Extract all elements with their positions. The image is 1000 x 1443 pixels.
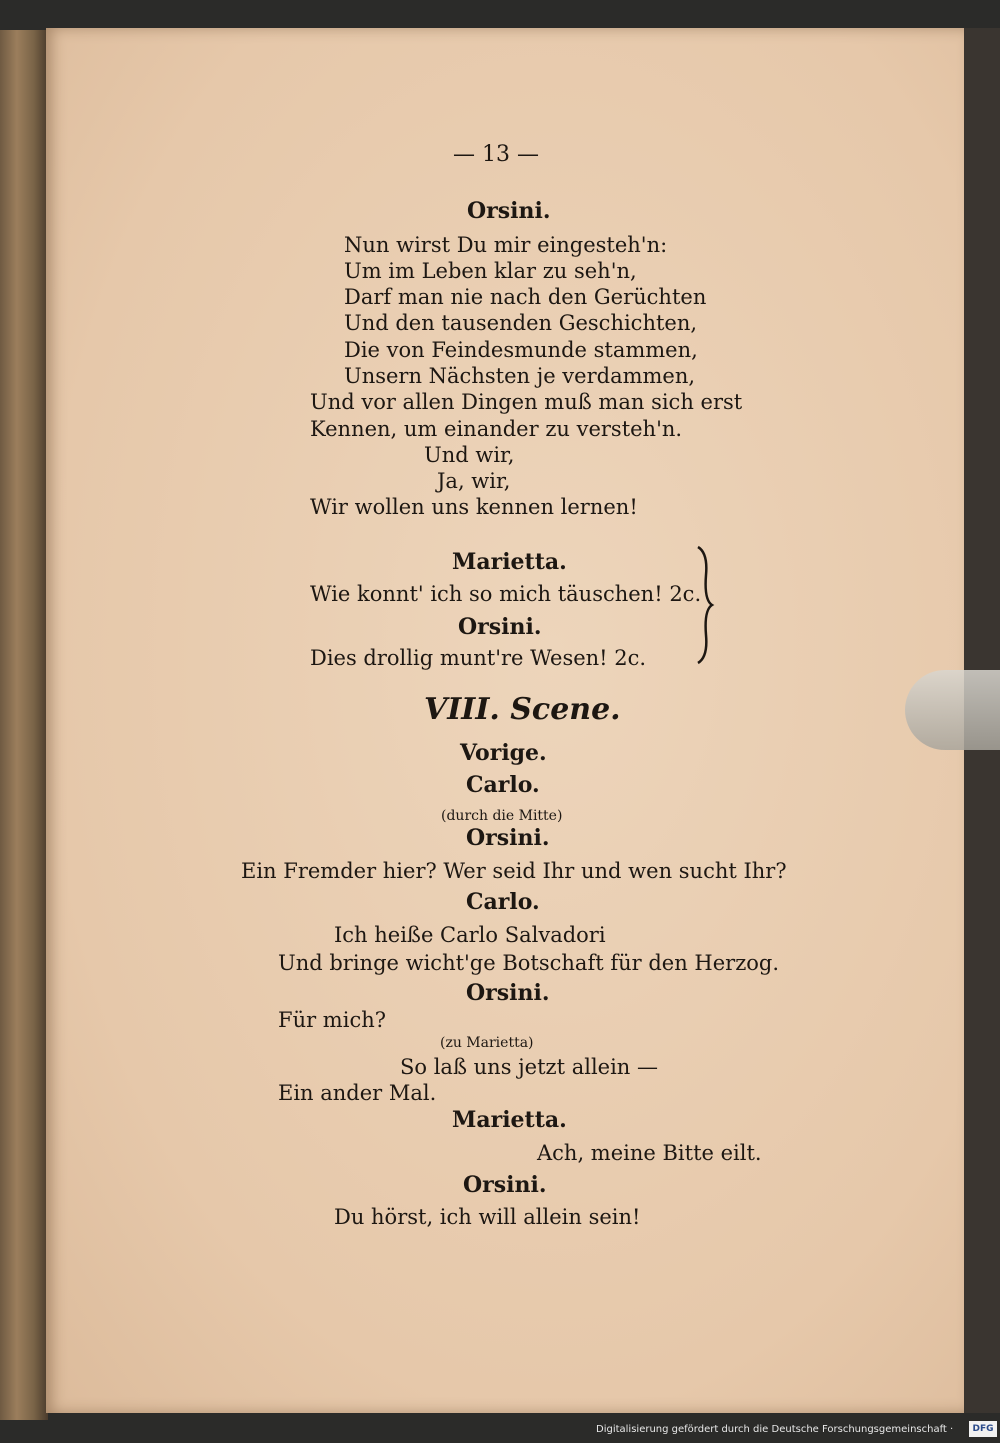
speaker-label: Orsini. xyxy=(467,198,551,224)
verse-line: Und vor allen Dingen muß man sich erst xyxy=(310,390,743,414)
verse-line: Ach, meine Bitte eilt. xyxy=(537,1141,762,1165)
verse-line: Wir wollen uns kennen lernen! xyxy=(310,495,638,519)
verse-line: Unsern Nächsten je verdammen, xyxy=(344,364,696,388)
verse-line: Um im Leben klar zu seh'n, xyxy=(344,259,637,283)
curly-brace xyxy=(694,545,716,665)
verse-line: Wie konnt' ich so mich täuschen! 2c. xyxy=(310,582,702,606)
verse-line: Kennen, um einander zu versteh'n. xyxy=(310,417,683,441)
verse-line: Ein Fremder hier? Wer seid Ihr und wen sucht Ihr? xyxy=(241,859,787,883)
verse-line: Und den tausenden Geschichten, xyxy=(344,311,698,335)
verse-line: Für mich? xyxy=(278,1008,386,1032)
page-clip-tab xyxy=(905,670,1000,750)
book-spine xyxy=(0,30,48,1420)
speaker-label: Carlo. xyxy=(466,889,540,915)
speaker-label: Marietta. xyxy=(452,1107,567,1133)
verse-line: Ein ander Mal. xyxy=(278,1081,437,1105)
verse-line: Dies drollig munt're Wesen! 2c. xyxy=(310,646,647,670)
speaker-label: Orsini. xyxy=(466,825,550,851)
verse-line: Ja, wir, xyxy=(437,469,511,493)
speaker-label: Orsini. xyxy=(458,614,542,640)
page-number: — 13 — xyxy=(453,142,539,167)
verse-line: Darf man nie nach den Gerüchten xyxy=(344,285,707,309)
speaker-label: Vorige. xyxy=(460,740,547,766)
verse-line: Die von Feindesmunde stammen, xyxy=(344,338,698,362)
speaker-label: Orsini. xyxy=(466,980,550,1006)
dfg-logo: DFG xyxy=(969,1421,997,1437)
speaker-label: Orsini. xyxy=(463,1172,547,1198)
stage-direction: (zu Marietta) xyxy=(440,1035,534,1051)
verse-line: Und wir, xyxy=(424,443,515,467)
verse-line: Ich heiße Carlo Salvadori xyxy=(334,923,606,947)
digitization-credit: Digitalisierung gefördert durch die Deutsche Forschungsgemeinschaft · xyxy=(596,1424,954,1435)
speaker-label: Marietta. xyxy=(452,549,567,575)
verse-line: Und bringe wicht'ge Botschaft für den Herzog. xyxy=(278,951,780,975)
scene-heading: VIII. Scene. xyxy=(424,692,621,727)
verse-line: Nun wirst Du mir eingesteh'n: xyxy=(344,233,668,257)
stage-direction: (durch die Mitte) xyxy=(441,808,563,824)
verse-line: Du hörst, ich will allein sein! xyxy=(334,1205,641,1229)
verse-line: So laß uns jetzt allein — xyxy=(400,1055,658,1079)
speaker-label: Carlo. xyxy=(466,772,540,798)
